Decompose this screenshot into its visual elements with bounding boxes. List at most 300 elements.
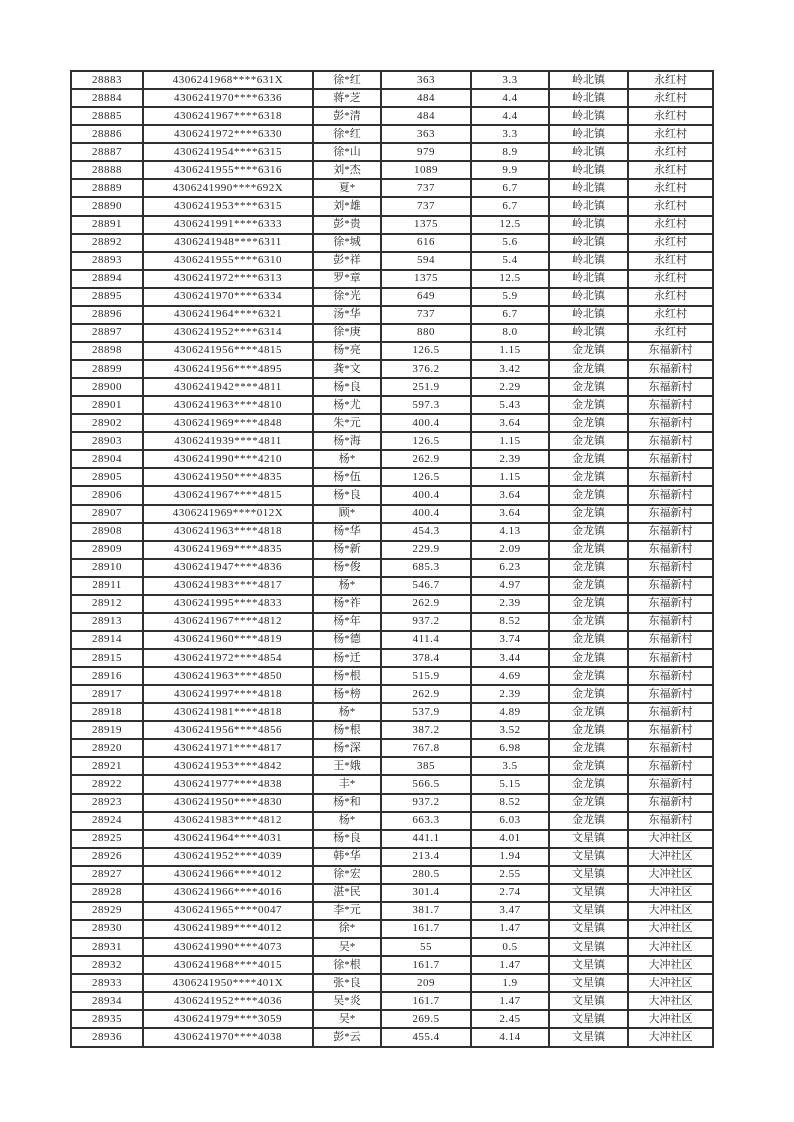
cell-name: 杨* xyxy=(313,812,381,830)
cell-area: 4.89 xyxy=(471,703,549,721)
cell-name: 杨*年 xyxy=(313,613,381,631)
cell-town: 金龙镇 xyxy=(549,595,628,613)
table-row xyxy=(71,595,713,613)
cell-amount: 566.5 xyxy=(381,775,471,793)
cell-name: 杨*良 xyxy=(313,378,381,396)
cell-amount: 400.4 xyxy=(381,505,471,523)
cell-name: 朱*元 xyxy=(313,414,381,432)
cell-area: 2.45 xyxy=(471,1010,549,1028)
cell-name: 杨*深 xyxy=(313,739,381,757)
cell-area: 3.74 xyxy=(471,631,549,649)
cell-id-number: 4306241969****4835 xyxy=(143,541,313,559)
cell-amount: 161.7 xyxy=(381,992,471,1010)
cell-name: 徐* xyxy=(313,920,381,938)
table-row xyxy=(71,685,713,703)
table-row xyxy=(71,143,713,161)
cell-amount: 737 xyxy=(381,179,471,197)
cell-id-number: 4306241970****6334 xyxy=(143,288,313,306)
cell-town: 金龙镇 xyxy=(549,505,628,523)
cell-town: 文星镇 xyxy=(549,902,628,920)
cell-name: 杨*根 xyxy=(313,721,381,739)
cell-name: 韩*华 xyxy=(313,848,381,866)
table-row xyxy=(71,775,713,793)
cell-area: 3.64 xyxy=(471,505,549,523)
cell-name: 彭*清 xyxy=(313,107,381,125)
cell-serial: 28920 xyxy=(71,739,143,757)
cell-area: 4.13 xyxy=(471,523,549,541)
cell-amount: 979 xyxy=(381,143,471,161)
cell-amount: 1089 xyxy=(381,161,471,179)
cell-area: 3.3 xyxy=(471,125,549,143)
cell-serial: 28899 xyxy=(71,360,143,378)
cell-amount: 767.8 xyxy=(381,739,471,757)
cell-village: 东福新村 xyxy=(628,775,713,793)
cell-id-number: 4306241966****4012 xyxy=(143,866,313,884)
cell-name: 杨*德 xyxy=(313,631,381,649)
cell-serial: 28924 xyxy=(71,812,143,830)
cell-area: 6.7 xyxy=(471,197,549,215)
cell-town: 文星镇 xyxy=(549,884,628,902)
cell-amount: 1375 xyxy=(381,216,471,234)
cell-serial: 28917 xyxy=(71,685,143,703)
cell-id-number: 4306241964****6321 xyxy=(143,306,313,324)
cell-town: 岭北镇 xyxy=(549,324,628,342)
table-row xyxy=(71,125,713,143)
cell-serial: 28901 xyxy=(71,396,143,414)
table-row xyxy=(71,450,713,468)
table-row xyxy=(71,89,713,107)
cell-area: 2.29 xyxy=(471,378,549,396)
cell-name: 徐*光 xyxy=(313,288,381,306)
cell-amount: 280.5 xyxy=(381,866,471,884)
cell-serial: 28931 xyxy=(71,938,143,956)
cell-serial: 28926 xyxy=(71,848,143,866)
cell-town: 岭北镇 xyxy=(549,125,628,143)
cell-town: 金龙镇 xyxy=(549,468,628,486)
cell-village: 东福新村 xyxy=(628,577,713,595)
cell-amount: 649 xyxy=(381,288,471,306)
cell-area: 3.42 xyxy=(471,360,549,378)
table-row xyxy=(71,992,713,1010)
cell-town: 文星镇 xyxy=(549,938,628,956)
cell-town: 文星镇 xyxy=(549,974,628,992)
cell-serial: 28922 xyxy=(71,775,143,793)
cell-town: 金龙镇 xyxy=(549,486,628,504)
table-row xyxy=(71,486,713,504)
cell-id-number: 4306241983****4812 xyxy=(143,812,313,830)
cell-village: 永红村 xyxy=(628,270,713,288)
cell-serial: 28887 xyxy=(71,143,143,161)
cell-id-number: 4306241955****6316 xyxy=(143,161,313,179)
cell-id-number: 4306241971****4817 xyxy=(143,739,313,757)
cell-village: 永红村 xyxy=(628,71,713,89)
cell-name: 徐*红 xyxy=(313,125,381,143)
cell-name: 彭*祥 xyxy=(313,252,381,270)
cell-village: 东福新村 xyxy=(628,703,713,721)
cell-village: 永红村 xyxy=(628,161,713,179)
cell-serial: 28923 xyxy=(71,794,143,812)
cell-town: 金龙镇 xyxy=(549,703,628,721)
table-row xyxy=(71,414,713,432)
cell-id-number: 4306241948****6311 xyxy=(143,234,313,252)
cell-area: 3.5 xyxy=(471,757,549,775)
table-row xyxy=(71,812,713,830)
cell-village: 东福新村 xyxy=(628,486,713,504)
table-row xyxy=(71,613,713,631)
cell-area: 12.5 xyxy=(471,216,549,234)
cell-village: 大冲社区 xyxy=(628,884,713,902)
cell-town: 金龙镇 xyxy=(549,414,628,432)
cell-town: 文星镇 xyxy=(549,848,628,866)
cell-serial: 28929 xyxy=(71,902,143,920)
cell-village: 永红村 xyxy=(628,179,713,197)
cell-name: 徐*庚 xyxy=(313,324,381,342)
cell-area: 1.15 xyxy=(471,342,549,360)
table-row xyxy=(71,830,713,848)
cell-id-number: 4306241963****4818 xyxy=(143,523,313,541)
cell-id-number: 4306241979****3059 xyxy=(143,1010,313,1028)
cell-area: 2.74 xyxy=(471,884,549,902)
cell-amount: 441.1 xyxy=(381,830,471,848)
cell-serial: 28934 xyxy=(71,992,143,1010)
cell-name: 彭*云 xyxy=(313,1028,381,1047)
table-row xyxy=(71,71,713,89)
cell-id-number: 4306241969****4848 xyxy=(143,414,313,432)
cell-amount: 537.9 xyxy=(381,703,471,721)
cell-area: 0.5 xyxy=(471,938,549,956)
table-row xyxy=(71,1028,713,1047)
cell-village: 大冲社区 xyxy=(628,866,713,884)
cell-amount: 484 xyxy=(381,89,471,107)
cell-town: 岭北镇 xyxy=(549,306,628,324)
cell-id-number: 4306241963****4850 xyxy=(143,667,313,685)
cell-area: 8.52 xyxy=(471,613,549,631)
cell-village: 大冲社区 xyxy=(628,938,713,956)
cell-id-number: 4306241997****4818 xyxy=(143,685,313,703)
cell-village: 东福新村 xyxy=(628,505,713,523)
table-row xyxy=(71,306,713,324)
cell-town: 金龙镇 xyxy=(549,523,628,541)
cell-amount: 376.2 xyxy=(381,360,471,378)
cell-town: 岭北镇 xyxy=(549,216,628,234)
cell-serial: 28888 xyxy=(71,161,143,179)
cell-village: 东福新村 xyxy=(628,649,713,667)
table-row xyxy=(71,270,713,288)
cell-serial: 28913 xyxy=(71,613,143,631)
cell-town: 金龙镇 xyxy=(549,360,628,378)
cell-amount: 1375 xyxy=(381,270,471,288)
cell-area: 3.52 xyxy=(471,721,549,739)
cell-id-number: 4306241953****6315 xyxy=(143,197,313,215)
cell-name: 杨*祚 xyxy=(313,595,381,613)
cell-town: 岭北镇 xyxy=(549,179,628,197)
table-row xyxy=(71,523,713,541)
table-row xyxy=(71,902,713,920)
cell-id-number: 4306241954****6315 xyxy=(143,143,313,161)
cell-name: 刘*杰 xyxy=(313,161,381,179)
table-row xyxy=(71,541,713,559)
cell-village: 永红村 xyxy=(628,306,713,324)
cell-id-number: 4306241995****4833 xyxy=(143,595,313,613)
cell-village: 东福新村 xyxy=(628,468,713,486)
cell-id-number: 4306241950****4835 xyxy=(143,468,313,486)
cell-name: 彭*贵 xyxy=(313,216,381,234)
cell-area: 4.01 xyxy=(471,830,549,848)
table-row xyxy=(71,649,713,667)
cell-village: 永红村 xyxy=(628,288,713,306)
cell-village: 东福新村 xyxy=(628,396,713,414)
table-row xyxy=(71,234,713,252)
cell-town: 金龙镇 xyxy=(549,685,628,703)
cell-village: 东福新村 xyxy=(628,360,713,378)
cell-serial: 28895 xyxy=(71,288,143,306)
cell-town: 金龙镇 xyxy=(549,396,628,414)
cell-area: 8.9 xyxy=(471,143,549,161)
table-row xyxy=(71,938,713,956)
cell-amount: 381.7 xyxy=(381,902,471,920)
cell-id-number: 4306241952****6314 xyxy=(143,324,313,342)
cell-amount: 126.5 xyxy=(381,342,471,360)
cell-id-number: 4306241963****4810 xyxy=(143,396,313,414)
cell-serial: 28912 xyxy=(71,595,143,613)
table-row xyxy=(71,631,713,649)
cell-amount: 937.2 xyxy=(381,794,471,812)
cell-name: 杨*俊 xyxy=(313,559,381,577)
table-row xyxy=(71,505,713,523)
cell-name: 杨*尤 xyxy=(313,396,381,414)
cell-town: 金龙镇 xyxy=(549,541,628,559)
cell-town: 金龙镇 xyxy=(549,631,628,649)
cell-town: 岭北镇 xyxy=(549,288,628,306)
cell-area: 2.09 xyxy=(471,541,549,559)
cell-amount: 301.4 xyxy=(381,884,471,902)
cell-area: 3.64 xyxy=(471,486,549,504)
cell-town: 金龙镇 xyxy=(549,649,628,667)
cell-village: 大冲社区 xyxy=(628,1028,713,1047)
table-row xyxy=(71,884,713,902)
cell-village: 东福新村 xyxy=(628,432,713,450)
cell-village: 东福新村 xyxy=(628,559,713,577)
cell-amount: 161.7 xyxy=(381,956,471,974)
cell-amount: 262.9 xyxy=(381,685,471,703)
cell-village: 东福新村 xyxy=(628,595,713,613)
cell-village: 东福新村 xyxy=(628,378,713,396)
cell-area: 1.47 xyxy=(471,956,549,974)
cell-name: 顾* xyxy=(313,505,381,523)
cell-village: 东福新村 xyxy=(628,685,713,703)
cell-amount: 737 xyxy=(381,197,471,215)
cell-id-number: 4306241953****4842 xyxy=(143,757,313,775)
cell-village: 永红村 xyxy=(628,234,713,252)
cell-name: 夏* xyxy=(313,179,381,197)
cell-amount: 126.5 xyxy=(381,468,471,486)
cell-name: 杨*伍 xyxy=(313,468,381,486)
cell-area: 2.39 xyxy=(471,450,549,468)
cell-id-number: 4306241972****4854 xyxy=(143,649,313,667)
cell-area: 6.7 xyxy=(471,306,549,324)
cell-village: 大冲社区 xyxy=(628,848,713,866)
table-row xyxy=(71,703,713,721)
cell-area: 12.5 xyxy=(471,270,549,288)
cell-area: 6.7 xyxy=(471,179,549,197)
cell-amount: 663.3 xyxy=(381,812,471,830)
cell-serial: 28897 xyxy=(71,324,143,342)
cell-id-number: 4306241956****4815 xyxy=(143,342,313,360)
table-row xyxy=(71,559,713,577)
cell-id-number: 4306241952****4039 xyxy=(143,848,313,866)
cell-village: 大冲社区 xyxy=(628,956,713,974)
cell-id-number: 4306241967****4815 xyxy=(143,486,313,504)
cell-village: 东福新村 xyxy=(628,739,713,757)
cell-name: 刘*雄 xyxy=(313,197,381,215)
cell-id-number: 4306241972****6313 xyxy=(143,270,313,288)
cell-id-number: 4306241990****4073 xyxy=(143,938,313,956)
cell-town: 文星镇 xyxy=(549,992,628,1010)
cell-area: 5.43 xyxy=(471,396,549,414)
cell-village: 永红村 xyxy=(628,216,713,234)
cell-serial: 28910 xyxy=(71,559,143,577)
cell-serial: 28919 xyxy=(71,721,143,739)
cell-town: 文星镇 xyxy=(549,956,628,974)
cell-amount: 880 xyxy=(381,324,471,342)
cell-area: 6.98 xyxy=(471,739,549,757)
cell-name: 杨*华 xyxy=(313,523,381,541)
cell-village: 大冲社区 xyxy=(628,920,713,938)
cell-amount: 546.7 xyxy=(381,577,471,595)
cell-town: 岭北镇 xyxy=(549,89,628,107)
cell-id-number: 4306241970****4038 xyxy=(143,1028,313,1047)
cell-area: 6.23 xyxy=(471,559,549,577)
cell-serial: 28936 xyxy=(71,1028,143,1047)
cell-village: 东福新村 xyxy=(628,523,713,541)
cell-name: 蒋*芝 xyxy=(313,89,381,107)
cell-name: 湛*民 xyxy=(313,884,381,902)
table-row xyxy=(71,667,713,685)
table-row xyxy=(71,956,713,974)
cell-town: 岭北镇 xyxy=(549,143,628,161)
cell-town: 金龙镇 xyxy=(549,577,628,595)
cell-amount: 387.2 xyxy=(381,721,471,739)
cell-area: 1.15 xyxy=(471,468,549,486)
cell-serial: 28915 xyxy=(71,649,143,667)
cell-village: 永红村 xyxy=(628,252,713,270)
cell-town: 金龙镇 xyxy=(549,450,628,468)
cell-amount: 209 xyxy=(381,974,471,992)
cell-village: 东福新村 xyxy=(628,450,713,468)
table-row xyxy=(71,360,713,378)
cell-amount: 126.5 xyxy=(381,432,471,450)
cell-village: 大冲社区 xyxy=(628,1010,713,1028)
cell-area: 1.9 xyxy=(471,974,549,992)
cell-amount: 411.4 xyxy=(381,631,471,649)
cell-name: 李*元 xyxy=(313,902,381,920)
cell-amount: 262.9 xyxy=(381,595,471,613)
cell-name: 杨*迁 xyxy=(313,649,381,667)
cell-serial: 28935 xyxy=(71,1010,143,1028)
cell-name: 吴* xyxy=(313,1010,381,1028)
cell-village: 永红村 xyxy=(628,324,713,342)
table-row xyxy=(71,866,713,884)
cell-serial: 28885 xyxy=(71,107,143,125)
cell-amount: 484 xyxy=(381,107,471,125)
cell-town: 金龙镇 xyxy=(549,667,628,685)
cell-serial: 28900 xyxy=(71,378,143,396)
cell-serial: 28893 xyxy=(71,252,143,270)
cell-town: 岭北镇 xyxy=(549,270,628,288)
cell-serial: 28886 xyxy=(71,125,143,143)
cell-amount: 269.5 xyxy=(381,1010,471,1028)
cell-amount: 161.7 xyxy=(381,920,471,938)
cell-serial: 28902 xyxy=(71,414,143,432)
table-row xyxy=(71,396,713,414)
cell-area: 3.64 xyxy=(471,414,549,432)
cell-town: 金龙镇 xyxy=(549,794,628,812)
cell-name: 杨*良 xyxy=(313,486,381,504)
cell-id-number: 4306241960****4819 xyxy=(143,631,313,649)
cell-village: 东福新村 xyxy=(628,414,713,432)
cell-area: 4.4 xyxy=(471,107,549,125)
cell-id-number: 4306241966****4016 xyxy=(143,884,313,902)
cell-name: 杨*根 xyxy=(313,667,381,685)
cell-name: 徐*宏 xyxy=(313,866,381,884)
cell-town: 文星镇 xyxy=(549,920,628,938)
cell-id-number: 4306241990****4210 xyxy=(143,450,313,468)
cell-area: 4.69 xyxy=(471,667,549,685)
cell-serial: 28894 xyxy=(71,270,143,288)
cell-id-number: 4306241950****401X xyxy=(143,974,313,992)
cell-town: 金龙镇 xyxy=(549,812,628,830)
cell-amount: 213.4 xyxy=(381,848,471,866)
cell-id-number: 4306241977****4838 xyxy=(143,775,313,793)
cell-name: 张*良 xyxy=(313,974,381,992)
cell-name: 丰* xyxy=(313,775,381,793)
cell-town: 金龙镇 xyxy=(549,721,628,739)
cell-area: 8.0 xyxy=(471,324,549,342)
cell-id-number: 4306241969****012X xyxy=(143,505,313,523)
records-table xyxy=(70,70,714,1048)
cell-amount: 229.9 xyxy=(381,541,471,559)
cell-town: 文星镇 xyxy=(549,1028,628,1047)
cell-name: 杨*海 xyxy=(313,432,381,450)
cell-serial: 28932 xyxy=(71,956,143,974)
table-row xyxy=(71,179,713,197)
cell-serial: 28906 xyxy=(71,486,143,504)
cell-amount: 594 xyxy=(381,252,471,270)
cell-amount: 400.4 xyxy=(381,486,471,504)
table-row xyxy=(71,107,713,125)
table-row xyxy=(71,1010,713,1028)
cell-serial: 28907 xyxy=(71,505,143,523)
table-row xyxy=(71,739,713,757)
cell-name: 徐*城 xyxy=(313,234,381,252)
table-row xyxy=(71,468,713,486)
table-row xyxy=(71,216,713,234)
cell-serial: 28914 xyxy=(71,631,143,649)
cell-name: 徐*山 xyxy=(313,143,381,161)
cell-town: 金龙镇 xyxy=(549,757,628,775)
cell-name: 王*娥 xyxy=(313,757,381,775)
cell-amount: 251.9 xyxy=(381,378,471,396)
cell-serial: 28903 xyxy=(71,432,143,450)
cell-village: 大冲社区 xyxy=(628,902,713,920)
cell-amount: 685.3 xyxy=(381,559,471,577)
cell-area: 1.94 xyxy=(471,848,549,866)
cell-amount: 455.4 xyxy=(381,1028,471,1047)
cell-area: 1.47 xyxy=(471,992,549,1010)
cell-name: 杨*和 xyxy=(313,794,381,812)
cell-name: 杨*新 xyxy=(313,541,381,559)
cell-name: 杨*良 xyxy=(313,830,381,848)
